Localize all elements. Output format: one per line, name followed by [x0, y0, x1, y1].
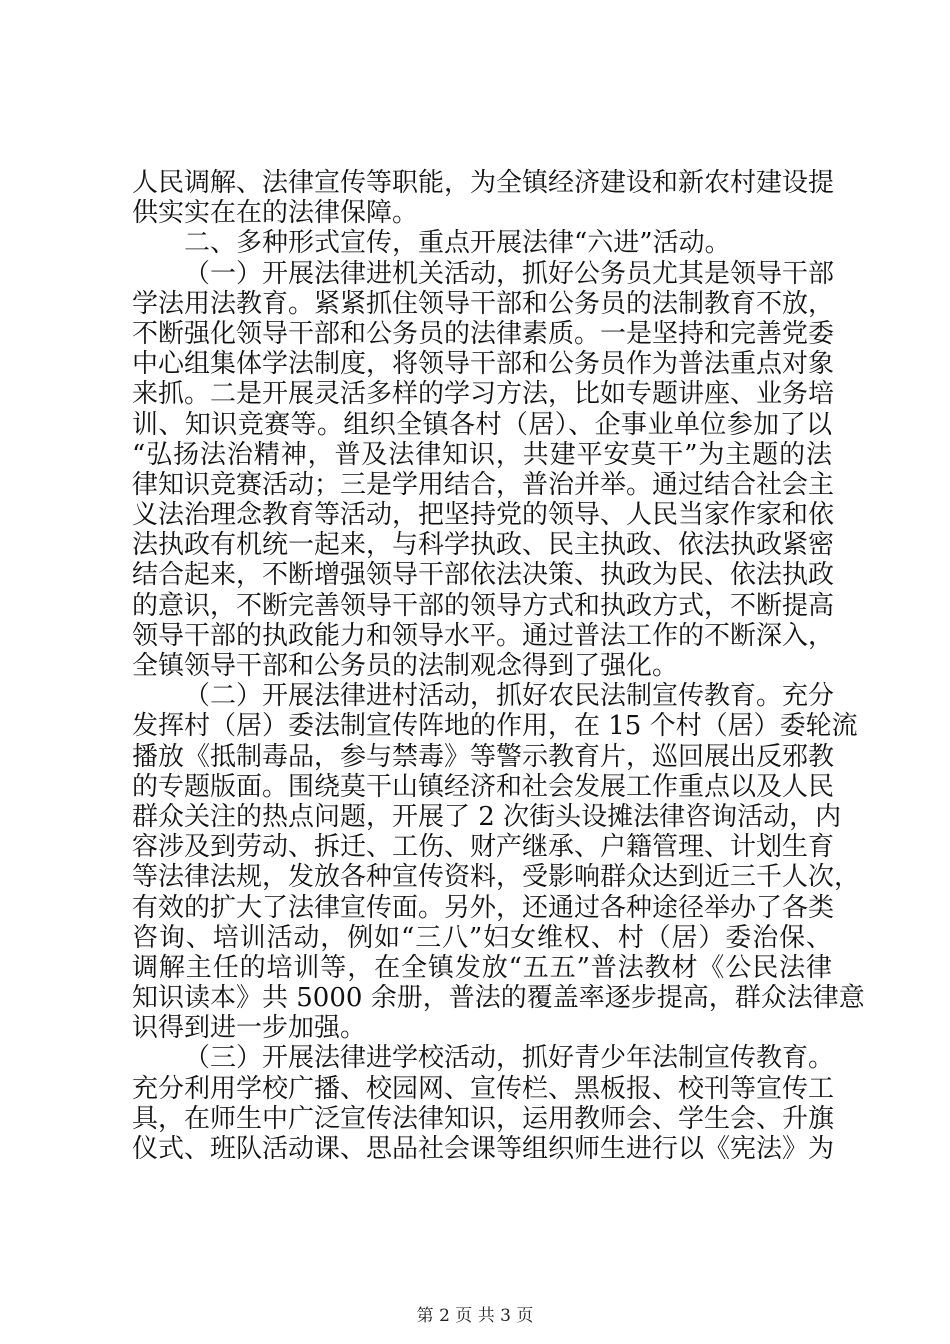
page-footer: 第 2 页 共 3 页	[416, 1306, 534, 1326]
text-line: 学法用法教育。紧紧抓住领导干部和公务员的法制教育不放，	[132, 288, 835, 319]
text-line: 咨询、培训活动，例如“三八”妇女维权、村（居）委治保、	[132, 922, 832, 953]
text-line: 播放《抵制毒品，参与禁毒》等警示教育片，巡回展出反邪教	[132, 741, 835, 772]
text-line: 全镇领导干部和公务员的法制观念得到了强化。	[132, 651, 679, 681]
text-line: 义法治理念教育等活动，把坚持党的领导、人民当家作家和依	[132, 500, 835, 531]
text-line: 仪式、班队活动课、思品社会课等组织师生进行以《宪法》为	[132, 1134, 835, 1164]
text-line: 律知识竞赛活动；三是学用结合，普治并举。通过结合社会主	[132, 469, 835, 500]
text-line: 法执政有机统一起来，与科学执政、民主执政、依法执政紧密	[132, 530, 835, 561]
text-line: 供实实在在的法律保障。	[132, 198, 419, 229]
text-line: 的意识，不断完善领导干部的领导方式和执政方式，不断提高	[132, 590, 835, 621]
text-line: （一）开展法律进机关活动，抓好公务员尤其是领导干部	[184, 258, 835, 289]
text-line: 知识读本》共 5000 余册，普法的覆盖率逐步提高，群众法律意	[132, 983, 865, 1014]
text-line: 来抓。二是开展灵活多样的学习方法，比如专题讲座、业务培	[132, 379, 835, 410]
text-line: 调解主任的培训等，在全镇发放“五五”普法教材《公民法律	[132, 952, 832, 983]
body-text	[132, 168, 865, 1164]
text-line: （二）开展法律进村活动，抓好农民法制宣传教育。充分	[184, 681, 835, 712]
text-line: 中心组集体学法制度，将领导干部和公务员作为普法重点对象	[132, 349, 835, 380]
text-line: 二、多种形式宣传，重点开展法律“六进”活动。	[184, 228, 731, 259]
text-line: 训、知识竞赛等。组织全镇各村（居）、企事业单位参加了以	[132, 409, 832, 440]
text-line: 容涉及到劳动、拆迁、工伤、财产继承、户籍管理、计划生育	[132, 832, 835, 863]
text-line: 结合起来，不断增强领导干部依法决策、执政为民、依法执政	[132, 560, 835, 591]
text-line: （三）开展法律进学校活动，抓好青少年法制宣传教育。	[184, 1043, 835, 1074]
text-line: 不断强化领导干部和公务员的法律素质。一是坚持和完善党委	[132, 318, 835, 349]
text-line: 领导干部的执政能力和领导水平。通过普法工作的不断深入，	[132, 620, 835, 651]
text-line: 充分利用学校广播、校园网、宣传栏、黑板报、校刊等宣传工	[132, 1073, 835, 1104]
text-line: “弘扬法治精神，普及法律知识，共建平安莫干”为主题的法	[132, 439, 832, 470]
text-line: 人民调解、法律宣传等职能，为全镇经济建设和新农村建设提	[132, 168, 835, 198]
text-line: 的专题版面。围绕莫干山镇经济和社会发展工作重点以及人民	[132, 771, 835, 802]
text-line: 具，在师生中广泛宣传法律知识，运用教师会、学生会、升旗	[132, 1103, 835, 1134]
text-line: 发挥村（居）委法制宣传阵地的作用，在 15 个村（居）委轮流	[132, 711, 858, 742]
text-line: 有效的扩大了法律宣传面。另外，还通过各种途径举办了各类	[132, 892, 835, 923]
text-line: 等法律法规，发放各种宣传资料，受影响群众达到近三千人次，	[132, 862, 861, 893]
text-line: 群众关注的热点问题，开展了 2 次街头设摊法律咨询活动，内	[132, 801, 842, 832]
text-line: 识得到进一步加强。	[132, 1013, 367, 1044]
